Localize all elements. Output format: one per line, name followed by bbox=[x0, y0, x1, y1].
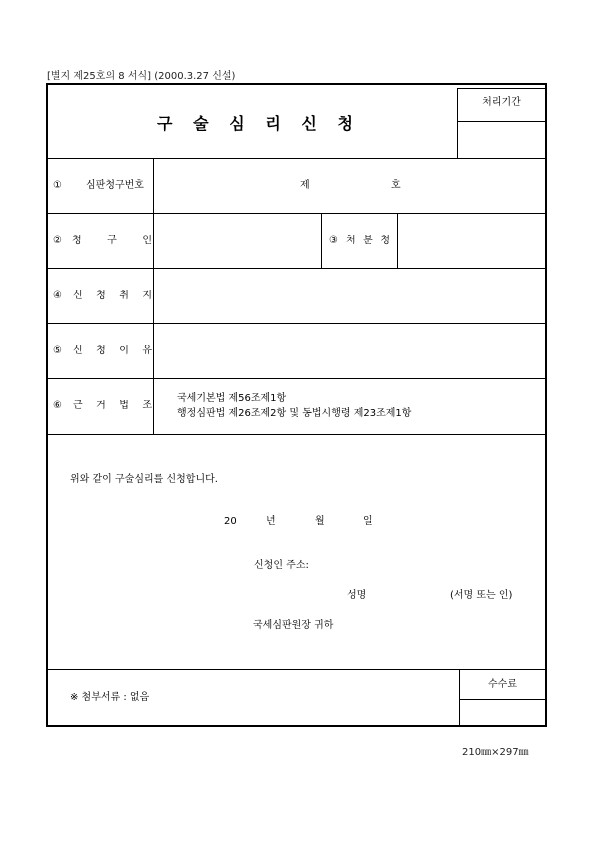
disposition-agency-index: ③ bbox=[329, 235, 338, 246]
declaration-text: 위와 같이 구술심리를 신청합니다. bbox=[70, 474, 218, 485]
legal-basis-line: 행정심판법 제26조제2항 및 동법시행령 제23조제1항 bbox=[177, 408, 412, 419]
disposition-agency-label: 처 분 청 bbox=[346, 235, 390, 246]
signature-note: (서명 또는 인) bbox=[450, 590, 513, 601]
claim-number-label: 심판청구번호 bbox=[86, 180, 144, 191]
legal-basis-label: 근 거 법 조 bbox=[73, 400, 152, 411]
fee-box bbox=[459, 669, 546, 726]
row-divider bbox=[47, 213, 546, 214]
claim-number-prefix: 제 bbox=[300, 180, 310, 191]
reason-index: ⑤ bbox=[53, 345, 62, 356]
date-day-label: 일 bbox=[363, 516, 373, 527]
processing-period-label: 처리기간 bbox=[482, 97, 521, 108]
claim-number-suffix: 호 bbox=[391, 180, 401, 191]
purpose-label: 신 청 취 지 bbox=[73, 290, 152, 301]
row-divider bbox=[47, 268, 546, 269]
cell-divider bbox=[397, 213, 398, 268]
addressee: 국세심판원장 귀하 bbox=[253, 620, 334, 631]
row-divider bbox=[47, 378, 546, 379]
fee-divider bbox=[459, 699, 546, 700]
applicant-name-label: 성명 bbox=[347, 590, 367, 601]
applicant-index: ② bbox=[53, 235, 62, 246]
label-column-divider bbox=[153, 158, 154, 434]
legal-basis-index: ⑥ bbox=[53, 400, 62, 411]
row-divider bbox=[47, 158, 546, 159]
applicant-label: 청 구 인 bbox=[72, 235, 152, 246]
claim-number-index: ① bbox=[53, 180, 62, 191]
legal-basis-line: 국세기본법 제56조제1항 bbox=[177, 393, 287, 404]
reason-label: 신 청 이 유 bbox=[73, 345, 152, 356]
fee-label: 수수료 bbox=[488, 679, 517, 690]
row-divider bbox=[47, 323, 546, 324]
attachments-note: ※ 첨부서류 : 없음 bbox=[70, 692, 150, 703]
form-number-note: [별지 제25호의 8 서식] (2000.3.27 신설) bbox=[47, 71, 236, 82]
date-month-label: 월 bbox=[315, 516, 325, 527]
date-year-label: 년 bbox=[266, 516, 276, 527]
paper-size-note: 210㎜×297㎜ bbox=[462, 747, 529, 758]
cell-divider bbox=[321, 213, 322, 268]
processing-period-divider bbox=[457, 121, 546, 122]
date-year-prefix: 20 bbox=[224, 516, 237, 527]
row-divider bbox=[47, 434, 546, 435]
form-title: 구 술 심 리 신 청 bbox=[157, 114, 353, 133]
applicant-address-label: 신청인 주소: bbox=[254, 560, 309, 571]
purpose-index: ④ bbox=[53, 290, 62, 301]
